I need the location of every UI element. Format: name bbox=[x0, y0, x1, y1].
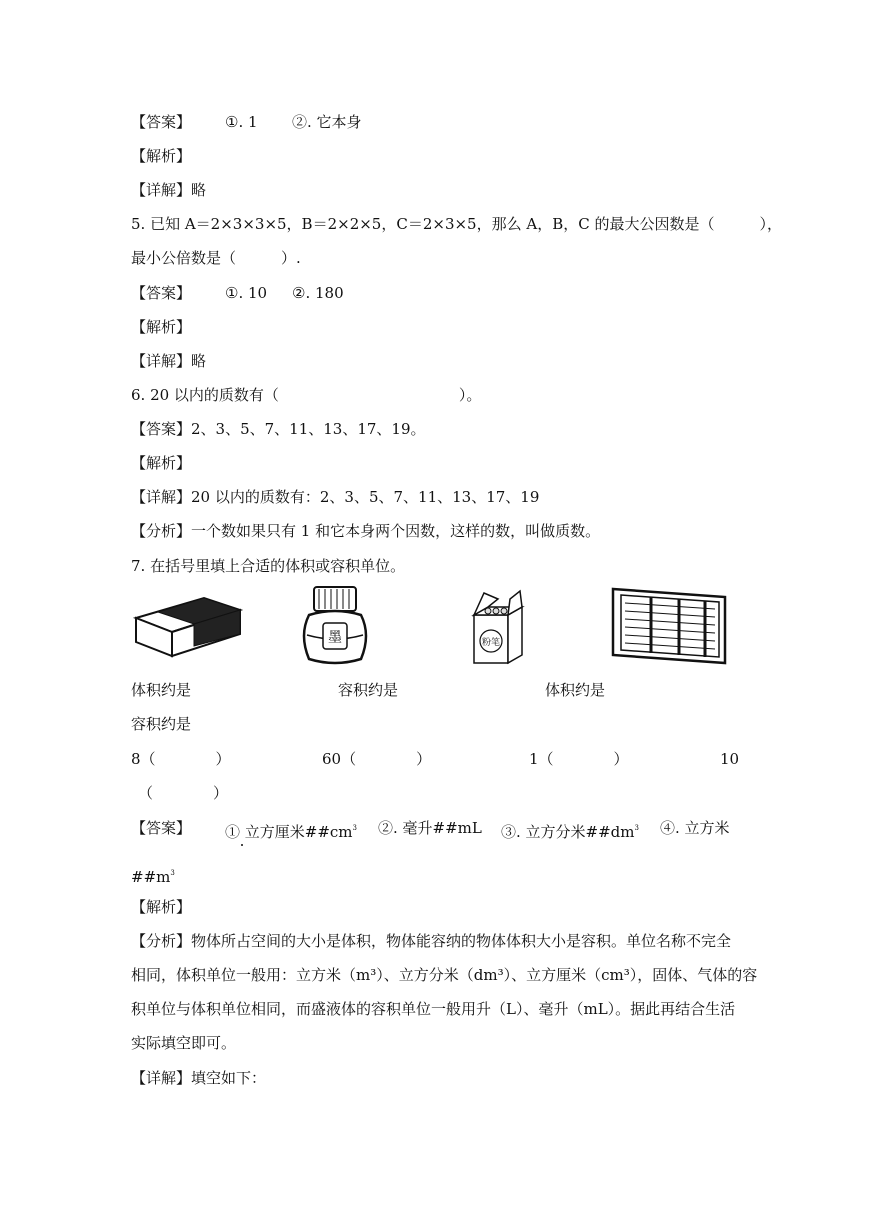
analysis-label: 【解析】 bbox=[131, 898, 192, 916]
label-2: 容积约是 bbox=[338, 681, 399, 699]
chalk-box-label: 粉笔 bbox=[481, 638, 501, 648]
answer-text: 【答案】2、3、5、7、11、13、17、19。 bbox=[131, 420, 426, 438]
container-icon bbox=[611, 587, 727, 665]
answer-item-1: ①. 10 bbox=[225, 284, 268, 302]
fenxi-line-4: 实际填空即可。 bbox=[131, 1034, 237, 1052]
blank-1: 8（ ） bbox=[131, 750, 231, 768]
answer-item-4: ④. 立方米 bbox=[660, 819, 730, 837]
question-6: 6. 20 以内的质数有（ ）。 bbox=[131, 386, 482, 404]
answer-item-4-cont: $\#\#m^3$ bbox=[131, 868, 175, 886]
fenxi-line-2: 相同，体积单位一般用：立方米（m³）、立方分米（dm³）、立方厘米（cm³），固体、气体的容 bbox=[131, 966, 758, 984]
label-1: 体积约是 bbox=[131, 681, 192, 699]
fenxi-text: 【分析】一个数如果只有 1 和它本身两个因数，这样的数，叫做质数。 bbox=[131, 522, 601, 540]
fenxi-line-1: 【分析】物体所占空间的大小是体积，物体能容纳的物体体积大小是容积。单位名称不完全 bbox=[131, 932, 732, 950]
label-3: 体积约是 bbox=[545, 681, 606, 699]
analysis-label: 【解析】 bbox=[131, 454, 192, 472]
chalk-box-icon bbox=[470, 585, 528, 667]
question-7: 7. 在括号里填上合适的体积或容积单位。 bbox=[131, 557, 406, 575]
blank-4-paren: （ ） bbox=[138, 784, 229, 802]
answer-label: 【答案】 bbox=[131, 284, 192, 302]
answer-item-1: ①. 1 bbox=[225, 113, 258, 131]
answer-item-3: ③. 立方分米$\#\#dm^3$ bbox=[501, 823, 639, 841]
blank-2: 60（ ） bbox=[322, 750, 432, 768]
answer-label: 【答案】 bbox=[131, 819, 192, 837]
question-5-line-1: 5. 已知 A＝2×3×3×5，B＝2×2×5，C＝2×3×5，那么 A，B，C 的最大公因数是（ ）， bbox=[131, 215, 782, 233]
blank-4-number: 10 bbox=[720, 750, 740, 768]
answer-item-2: ②. 180 bbox=[292, 284, 344, 302]
answer-item-1: ① 立方厘米$\#\#cm^3$ bbox=[225, 823, 357, 841]
answer-item-2: ②. 它本身 bbox=[292, 113, 362, 131]
detail-text: 【详解】20 以内的质数有：2、3、5、7、11、13、17、19 bbox=[131, 488, 540, 506]
detail-text: 【详解】填空如下： bbox=[131, 1069, 267, 1087]
question-5-line-2: 最小公倍数是（ ）. bbox=[131, 249, 301, 267]
detail-text: 【详解】略 bbox=[131, 181, 207, 199]
analysis-label: 【解析】 bbox=[131, 147, 192, 165]
ink-bottle-label: 墨 bbox=[328, 630, 342, 646]
analysis-label: 【解析】 bbox=[131, 318, 192, 336]
answer-label: 【答案】 bbox=[131, 113, 192, 131]
fenxi-line-3: 积单位与体积单位相同，而盛液体的容积单位一般用升（L）、毫升（mL）。据此再结合生活 bbox=[131, 1000, 736, 1018]
label-4: 容积约是 bbox=[131, 715, 192, 733]
eraser-icon bbox=[132, 596, 244, 660]
dot-mark bbox=[241, 844, 243, 846]
detail-text: 【详解】略 bbox=[131, 352, 207, 370]
blank-3: 1（ ） bbox=[529, 750, 629, 768]
answer-item-2: ②. 毫升##mL bbox=[378, 819, 482, 837]
ink-bottle-icon bbox=[299, 585, 371, 667]
